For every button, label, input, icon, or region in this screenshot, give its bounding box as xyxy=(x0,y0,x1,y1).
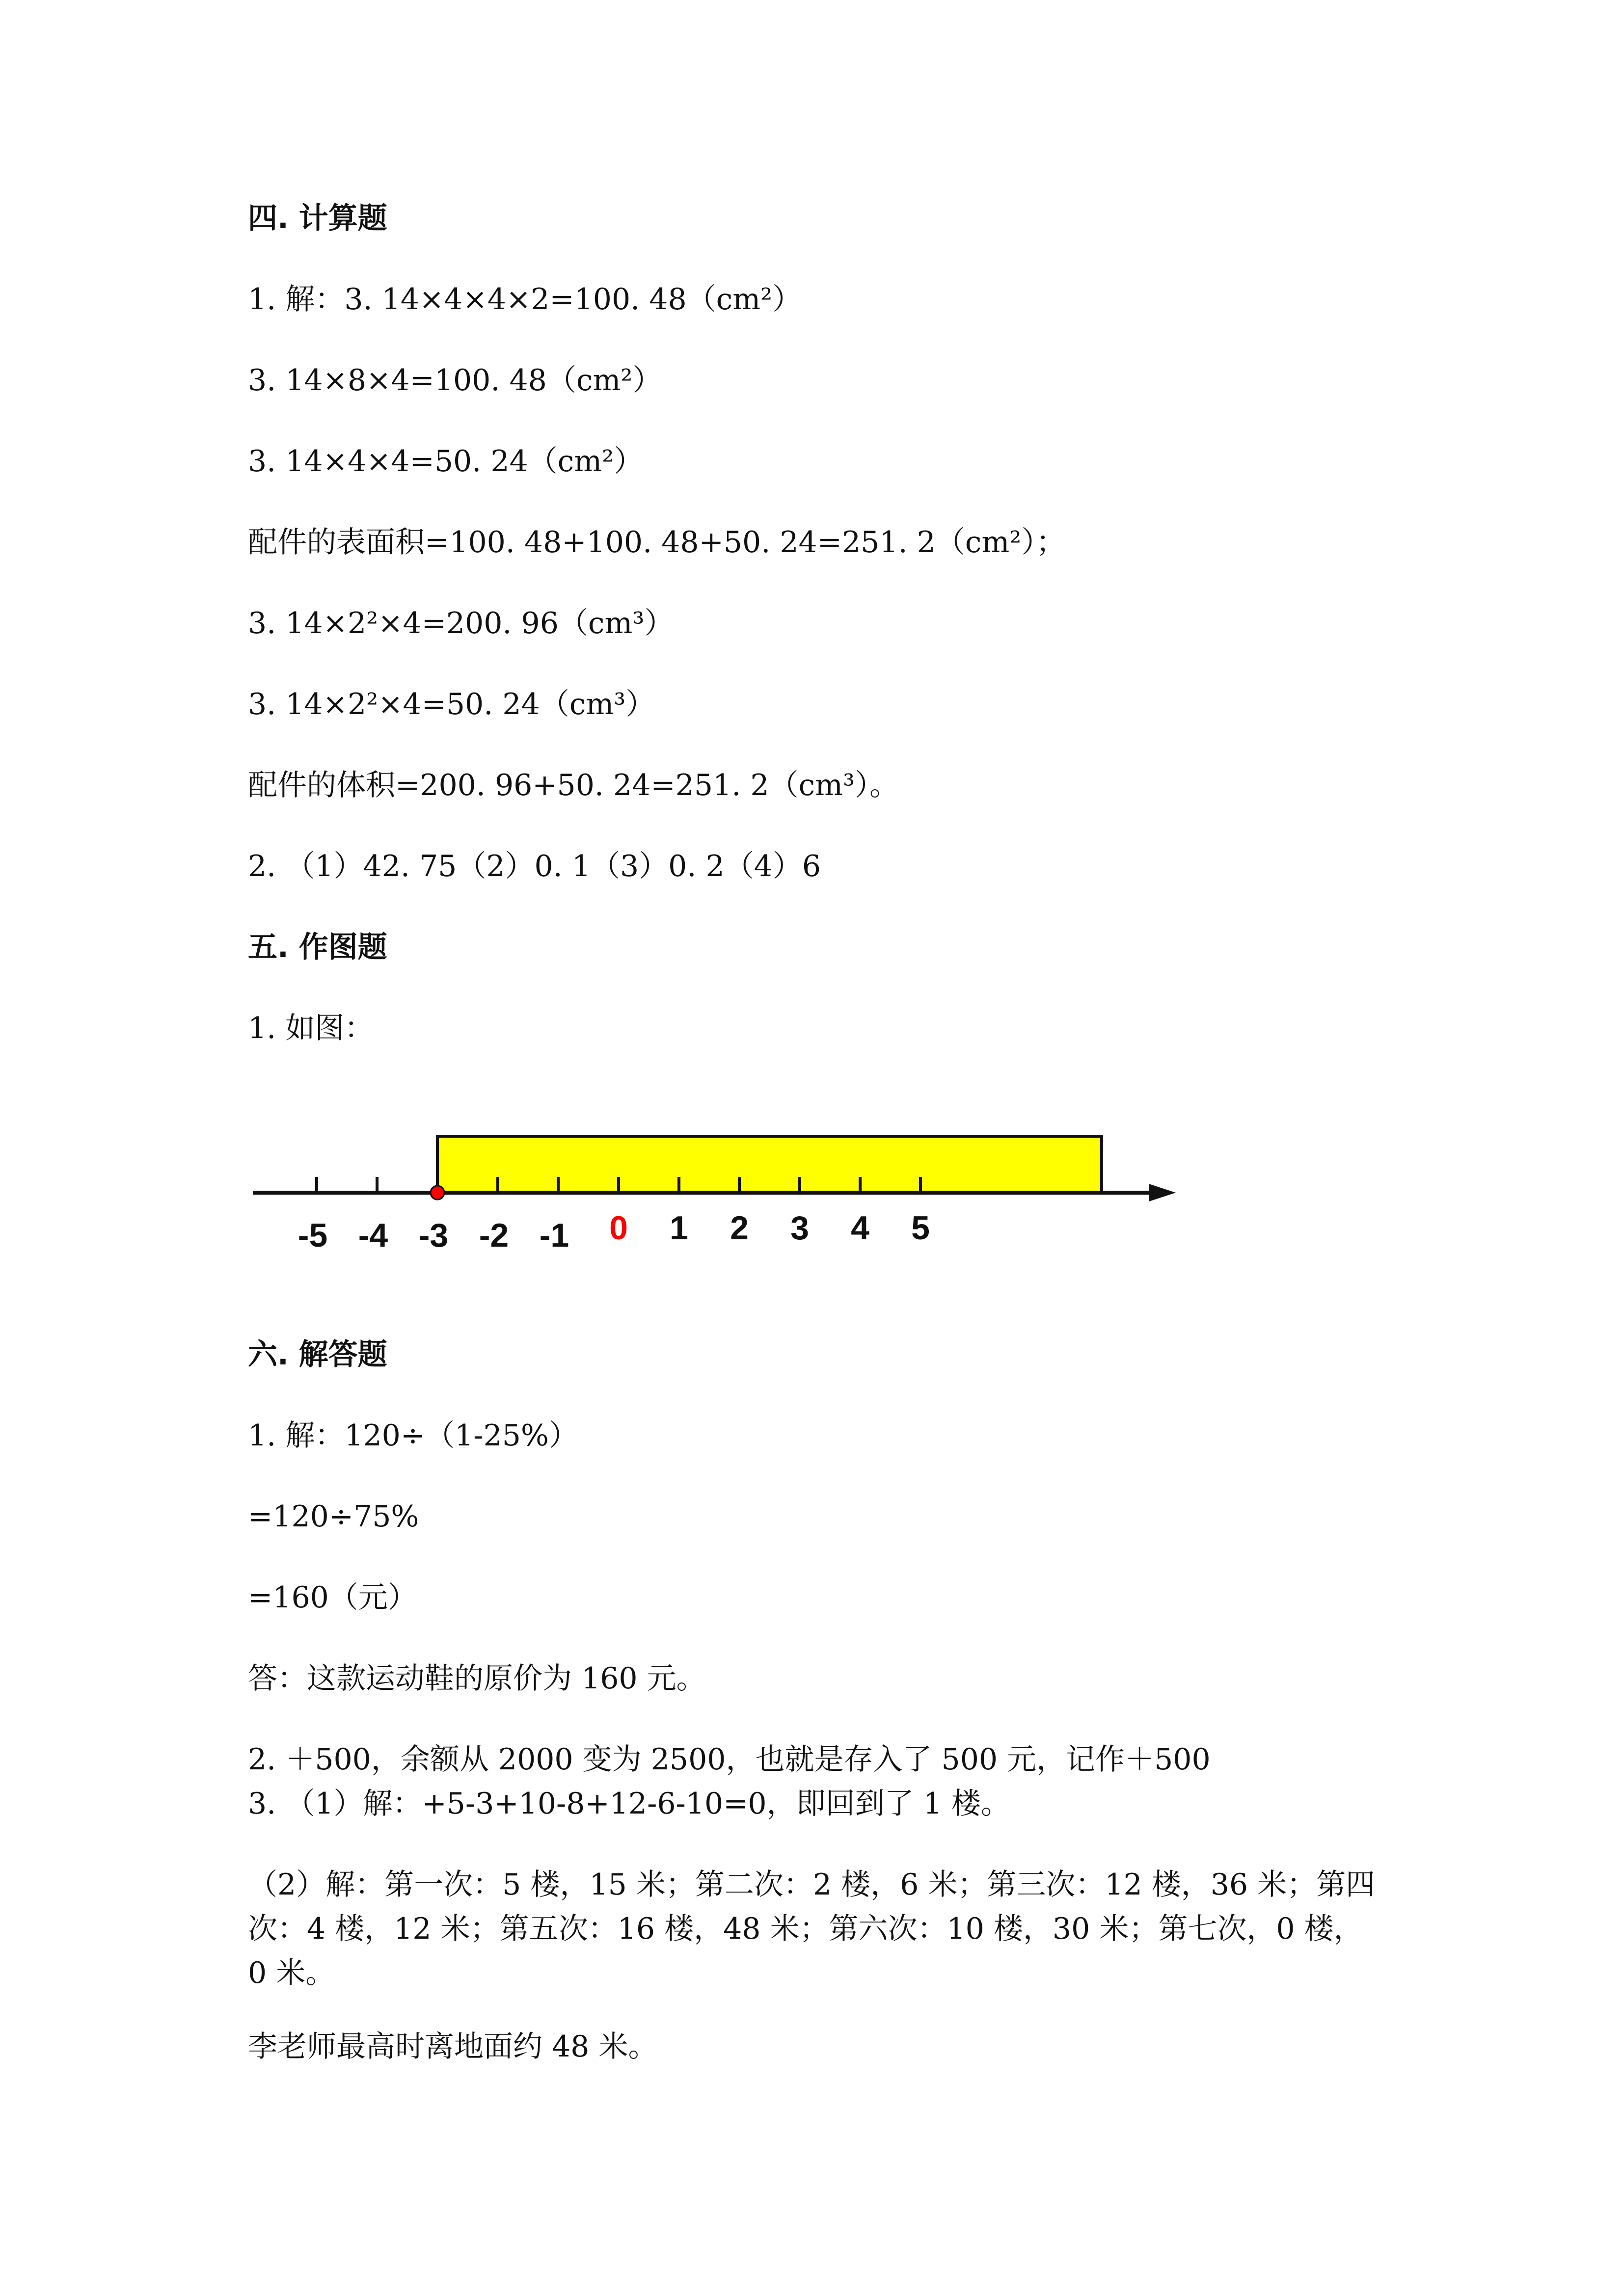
tick-label: -5 xyxy=(298,1217,328,1254)
shaded-region xyxy=(437,1136,1102,1193)
answer-line-8: 李老师最高时离地面约 48 米。 xyxy=(248,2029,658,2064)
tick-label: 0 xyxy=(609,1209,628,1247)
calc-line-2: 3. 14×8×4=100. 48（cm²） xyxy=(248,363,662,398)
tick-label: -4 xyxy=(358,1217,388,1254)
section-4-heading: 四. 计算题 xyxy=(248,201,387,236)
tick-label: -2 xyxy=(479,1217,509,1254)
tick-label: 5 xyxy=(911,1209,930,1247)
answer-line-2: =120÷75% xyxy=(248,1499,419,1534)
number-line-arrow xyxy=(1149,1184,1176,1201)
answer-paragraph-7: （2）解：第一次：5 楼，15 米；第二次：2 楼，6 米；第三次：12 楼，36 米；第四次：4 楼，12 米；第五次：16 楼，48 米；第六次：10 楼，30 米；第七次，0 楼，0 米。 xyxy=(248,1868,1376,1990)
tick-label: 1 xyxy=(670,1209,688,1247)
calc-line-1: 1. 解：3. 14×4×4×2=100. 48（cm²） xyxy=(248,282,802,317)
calc-line-6: 3. 14×2²×4=50. 24（cm³） xyxy=(248,687,655,721)
tick-label: 2 xyxy=(730,1209,749,1247)
answer-line-6: 3. （1）解：+5-3+10-8+12-6-10=0，即回到了 1 楼。 xyxy=(248,1787,1010,1821)
answer-line-1: 1. 解：120÷（1-25%） xyxy=(248,1418,578,1453)
calc-line-4: 配件的表面积=100. 48+100. 48+50. 24=251. 2（cm²）； xyxy=(248,525,1066,560)
tick-label: 4 xyxy=(851,1209,869,1247)
answer-line-5: 2. ＋500，余额从 2000 变为 2500，也就是存入了 500 元，记作＋500 xyxy=(248,1742,1211,1777)
calc-line-8: 2. （1）42. 75（2）0. 1（3）0. 2（4）6 xyxy=(248,849,821,883)
tick-label: -1 xyxy=(539,1217,569,1254)
tick-label: -3 xyxy=(418,1217,449,1254)
calc-line-5: 3. 14×2²×4=200. 96（cm³） xyxy=(248,606,674,641)
number-line-figure xyxy=(245,1114,1193,1291)
tick-label: 3 xyxy=(790,1209,809,1247)
section-5-heading: 五. 作图题 xyxy=(248,930,387,964)
calc-line-3: 3. 14×4×4=50. 24（cm²） xyxy=(248,444,644,479)
answer-line-3: =160（元） xyxy=(248,1580,417,1615)
drawing-answer-label: 1. 如图： xyxy=(248,1011,374,1045)
section-6-heading: 六. 解答题 xyxy=(248,1337,387,1372)
calc-line-7: 配件的体积=200. 96+50. 24=251. 2（cm³）。 xyxy=(248,768,899,802)
answer-line-4: 答：这款运动鞋的原价为 160 元。 xyxy=(248,1661,706,1696)
start-point-dot xyxy=(431,1186,444,1200)
